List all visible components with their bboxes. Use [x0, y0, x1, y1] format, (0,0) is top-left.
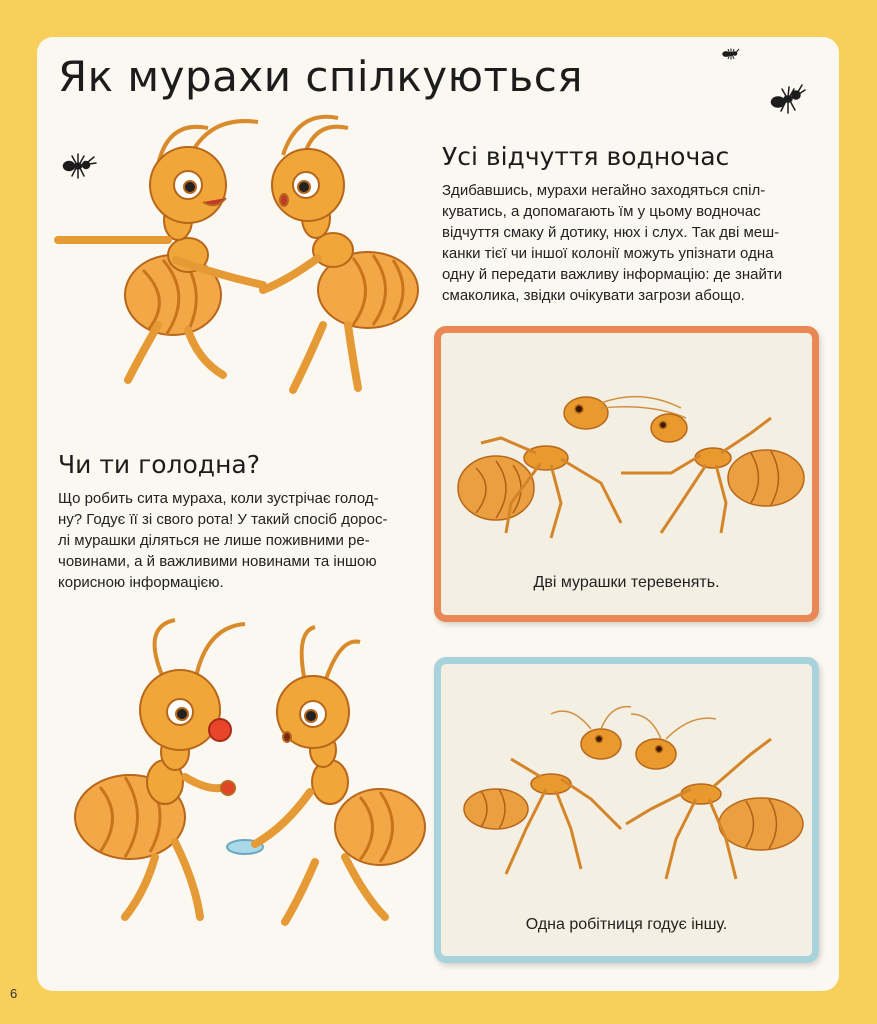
text-line: Що робить сита мураха, коли зустрічає голод-	[58, 490, 379, 507]
photo-card-feeding	[434, 657, 819, 963]
text-line: корисною інформацією.	[58, 574, 224, 591]
feeding-ants-photo	[451, 699, 811, 889]
feeding-ants-illustration	[55, 612, 425, 942]
text-line: одну й передати важливу інформацію: де знайти	[442, 266, 783, 283]
section-heading-senses: Усі відчуття водночас	[442, 142, 730, 171]
ant-silhouette-icon	[722, 47, 740, 61]
text-line: човинами, а й важливими новинами та іншою	[58, 553, 377, 570]
ant-silhouette-icon	[770, 83, 806, 115]
photo-caption: Одна робітниця годує іншу.	[525, 916, 728, 933]
talking-ants-illustration	[48, 110, 423, 405]
text-line: Здибавшись, мурахи негайно заходяться спіл-	[442, 182, 766, 199]
text-line: відчуття смаку й дотику, нюх і слух. Так дві меш-	[442, 224, 780, 241]
page-title: Як мурахи спілкуються	[58, 52, 584, 101]
photo-caption: Дві мурашки теревенять.	[533, 574, 720, 591]
text-line: ну? Годує її зі свого рота! У такий спосіб дорос-	[58, 511, 388, 528]
photo-card-chatting	[434, 326, 819, 622]
text-line: канки тієї чи іншої колонії можуть упізнати одна	[442, 245, 774, 262]
text-line: смаколика, звідки очікувати загрози абощо.	[442, 287, 745, 304]
text-line: куватись, а допомагають їм у цьому водночас	[442, 203, 761, 220]
text-line: лі мурашки діляться не лише поживними ре-	[58, 532, 370, 549]
page-number: 6	[10, 986, 18, 1001]
chatting-ants-photo	[451, 373, 811, 543]
section-heading-hungry: Чи ти голодна?	[58, 450, 261, 479]
